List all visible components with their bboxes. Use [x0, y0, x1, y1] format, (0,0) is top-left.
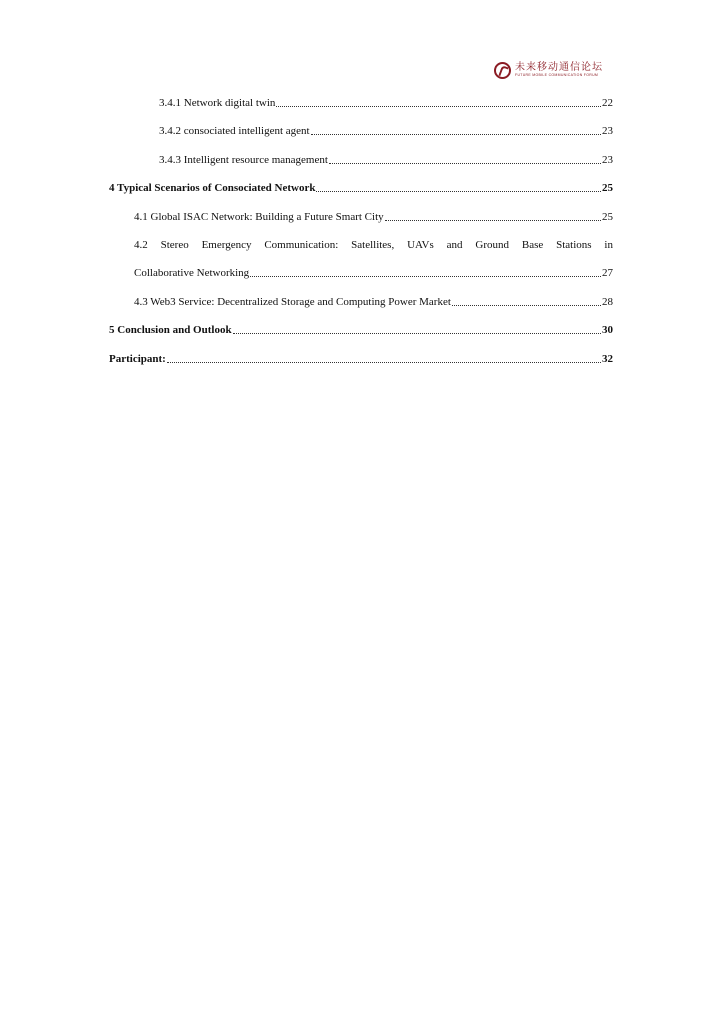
- toc-entry-4-2-line2[interactable]: [134, 266, 613, 280]
- logo-english-name: FUTURE MOBILE COMMUNICATION FORUM: [515, 72, 599, 77]
- toc-entry-title: Collaborative Networking: [134, 267, 250, 279]
- toc-page-number: 27: [602, 267, 613, 279]
- toc-word: Communication:: [264, 239, 339, 251]
- toc-word: Stations: [556, 239, 592, 251]
- toc-page-number: 23: [602, 125, 613, 137]
- toc-entry-participant[interactable]: [109, 352, 613, 366]
- dot-leader: [452, 305, 601, 306]
- toc-page-number: 30: [602, 324, 613, 336]
- dot-leader: [316, 191, 601, 192]
- toc-word: 4.2: [134, 239, 148, 251]
- toc-entry-title: 4.3 Web3 Service: Decentralized Storage and Computing Power Market: [134, 296, 451, 308]
- toc-word: and: [446, 239, 463, 251]
- toc-word: Stereo: [160, 239, 189, 251]
- toc-entry-chapter-5[interactable]: [109, 323, 613, 337]
- toc-word: Base: [521, 239, 544, 251]
- toc-entry-chapter-4[interactable]: [109, 181, 613, 195]
- dot-leader: [276, 106, 601, 107]
- toc-page-number: 22: [602, 97, 613, 109]
- toc-entry-title: 4.1 Global ISAC Network: Building a Future Smart City: [134, 211, 384, 223]
- toc-word: Emergency: [201, 239, 252, 251]
- forum-emblem-icon: [494, 62, 511, 79]
- toc-entry-title: 4 Typical Scenarios of Consociated Network: [109, 182, 316, 194]
- toc-entry-4-2-line1[interactable]: [134, 238, 613, 252]
- toc-entry-4-1[interactable]: [134, 210, 613, 224]
- forum-logo: [494, 60, 604, 80]
- dot-leader: [385, 220, 601, 221]
- toc-entry-3-4-1[interactable]: [159, 96, 613, 110]
- toc-word: Satellites,: [351, 239, 395, 251]
- toc-word: in: [604, 239, 613, 251]
- dot-leader: [250, 276, 601, 277]
- toc-page-number: 28: [602, 296, 613, 308]
- toc-entry-3-4-3[interactable]: [159, 153, 613, 167]
- toc-entry-title: 3.4.3 Intelligent resource management: [159, 154, 328, 166]
- dot-leader: [329, 163, 601, 164]
- toc-page-number: 32: [602, 353, 613, 365]
- dot-leader: [167, 362, 601, 363]
- toc-word: Ground: [475, 239, 509, 251]
- toc-page-number: 25: [602, 182, 613, 194]
- logo-text: [515, 63, 603, 78]
- toc-entry-4-3[interactable]: [134, 295, 613, 309]
- toc-entry-title: 5 Conclusion and Outlook: [109, 324, 232, 336]
- toc-entry-title: Participant:: [109, 353, 166, 365]
- toc-entry-3-4-2[interactable]: [159, 124, 613, 138]
- toc-word: UAVs: [407, 239, 434, 251]
- dot-leader: [311, 134, 601, 135]
- toc-page-number: 25: [602, 211, 613, 223]
- toc-entry-title: 3.4.1 Network digital twin: [159, 97, 276, 109]
- logo-chinese-name: 未来移动通信论坛: [515, 61, 603, 73]
- toc-entry-title: 3.4.2 consociated intelligent agent: [159, 125, 310, 137]
- toc-page-number: 23: [602, 154, 613, 166]
- dot-leader: [233, 333, 601, 334]
